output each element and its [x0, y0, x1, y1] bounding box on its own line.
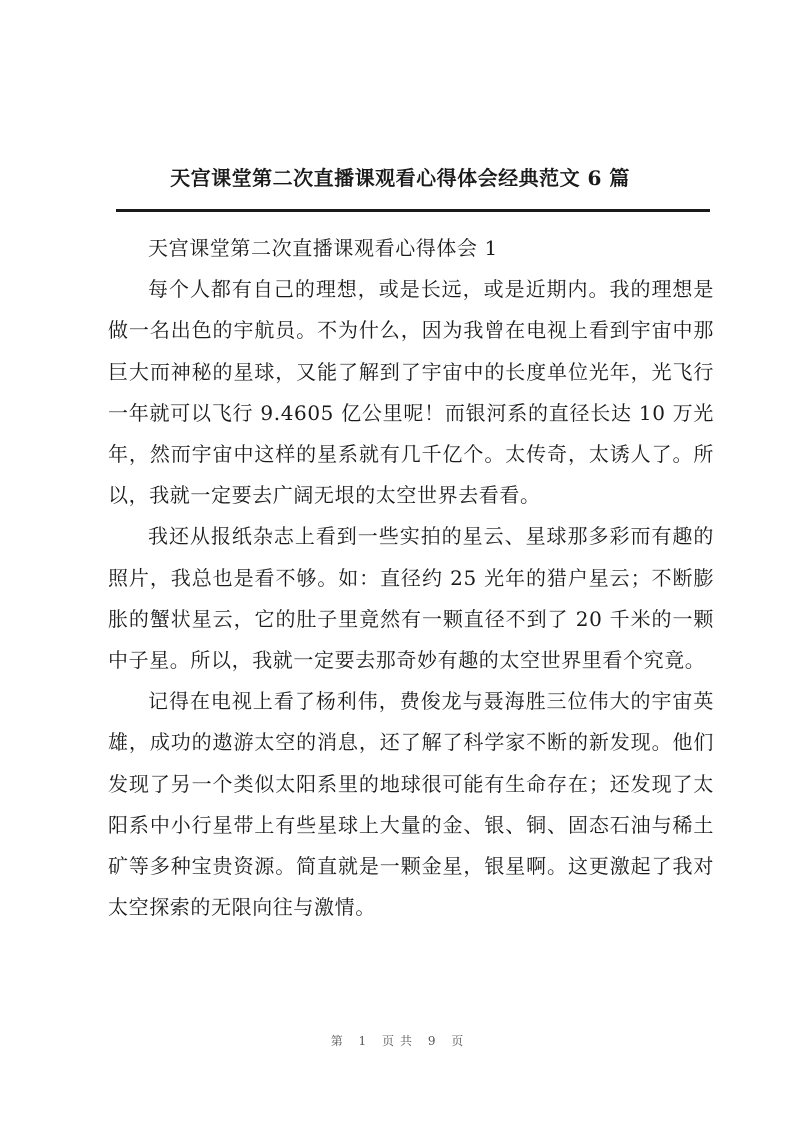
paragraph-2: 我还从报纸杂志上看到一些实拍的星云、星球那多彩而有趣的照片，我总也是看不够。如：直径约 25 光年的猎户星云；不断膨胀的蟹状星云，它的肚子里竟然有一颗直径不到了 20 千米的一颗中子星。所以，我就一定要去那奇妙有趣的太空世界里看个究竟。 [108, 524, 714, 673]
section-heading: 天宫课堂第二次直播课观看心得体会 1 [148, 236, 498, 260]
title-divider [116, 209, 710, 212]
paragraph-1: 每个人都有自己的理想，或是长远，或是近期内。我的理想是做一名出色的宇航员。不为什么，因为我曾在电视上看到宇宙中那巨大而神秘的星球，又能了解到了宇宙中的长度单位光年，光飞行一年就可以飞行 9.4605 亿公里呢！而银河系的直径长达 10 万光年，然而宇宙中这样的星系就有几千亿个。太传奇，太诱人了。所以，我就一定要去广阔无垠的太空世界去看看。 [108, 277, 714, 508]
document-title: 天宫课堂第二次直播课观看心得体会经典范文 6 篇 [170, 166, 630, 190]
document-body [108, 228, 714, 928]
paragraph-3: 记得在电视上看了杨利伟，费俊龙与聂海胜三位伟大的宇宙英雄，成功的遨游太空的消息，还了解了科学家不断的新发现。他们发现了另一个类似太阳系里的地球很可能有生命存在；还发现了太阳系中小行星带上有些星球上大量的金、银、铜、固态石油与稀土矿等多种宝贵资源。简直就是一颗金星，银星啊。这更激起了我对太空探索的无限向往与激情。 [108, 689, 714, 920]
page-number-footer: 第 1 页共 9 页 [330, 1034, 470, 1048]
